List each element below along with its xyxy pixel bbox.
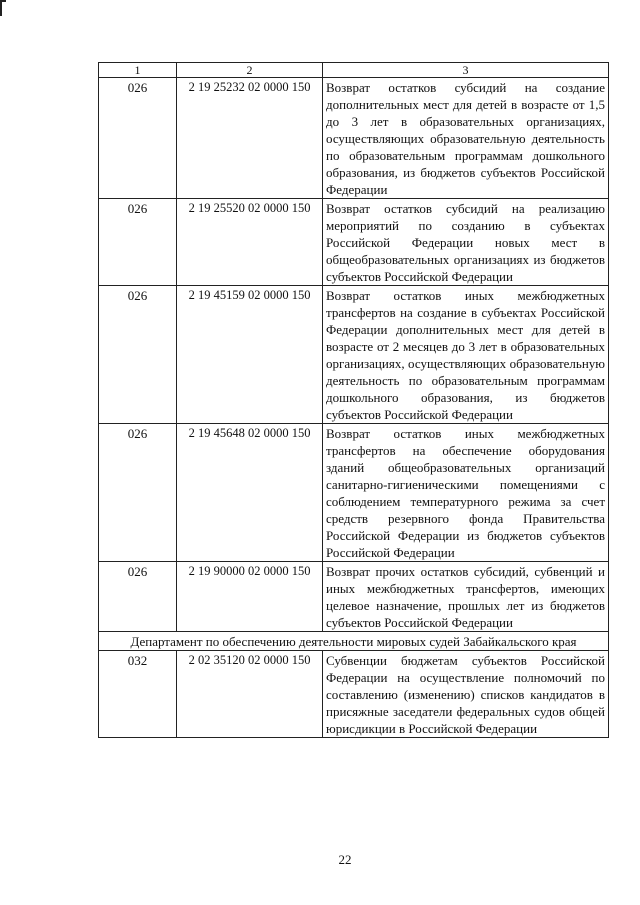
description-cell: Возврат остатков иных межбюджетных трансфертов на обеспечение оборудования зданий общеобразовательных организаций санитарно-гигиеническими помещениями с соблюдением температурного режима за счет средств резервного фонда Правительства Российской Федерации из бюджетов субъектов Российской Федерации <box>323 424 609 562</box>
scan-corner-mark <box>0 0 6 16</box>
column-header-2: 2 <box>177 63 323 78</box>
section-row <box>99 632 609 651</box>
budget-code-cell: 2 19 45648 02 0000 150 <box>177 424 323 562</box>
description-cell: Возврат остатков субсидий на реализацию мероприятий по созданию в субъектах Российской Федерации новых мест в общеобразовательных организациях из бюджетов субъектов Российской Федерации <box>323 199 609 286</box>
admin-code-cell: 026 <box>99 424 177 562</box>
admin-code-cell: 026 <box>99 78 177 199</box>
table-row <box>99 199 609 286</box>
description-cell: Возврат остатков субсидий на создание дополнительных мест для детей в возрасте от 1,5 до 3 лет в образовательных организациях, осуществляющих образовательную деятельность по образовательным программам дошкольного образования, из бюджетов субъектов Российской Федерации <box>323 78 609 199</box>
table-row <box>99 78 609 199</box>
column-header-1: 1 <box>99 63 177 78</box>
budget-codes-table <box>98 62 609 738</box>
admin-code-cell: 026 <box>99 286 177 424</box>
budget-code-cell: 2 02 35120 02 0000 150 <box>177 651 323 738</box>
admin-code-cell: 032 <box>99 651 177 738</box>
admin-code-cell: 026 <box>99 562 177 632</box>
table-row <box>99 651 609 738</box>
description-cell: Субвенции бюджетам субъектов Российской Федерации на осуществление полномочий по составлению (изменению) списков кандидатов в присяжные заседатели федеральных судов общей юрисдикции в Российской Федерации <box>323 651 609 738</box>
table-row <box>99 424 609 562</box>
budget-code-cell: 2 19 25520 02 0000 150 <box>177 199 323 286</box>
description-cell: Возврат остатков иных межбюджетных трансфертов на создание в субъектах Российской Федерации дополнительных мест для детей в возрасте от 2 месяцев до 3 лет в образовательных организациях, осуществляющих образовательную деятельность по образовательным программам дошкольного образования, из бюджетов субъектов Российской Федерации <box>323 286 609 424</box>
budget-code-cell: 2 19 45159 02 0000 150 <box>177 286 323 424</box>
table-row <box>99 286 609 424</box>
page-number: 22 <box>338 852 352 867</box>
section-heading: Департамент по обеспечению деятельности мировых судей Забайкальского края <box>99 632 609 651</box>
table-header-row <box>99 63 609 78</box>
admin-code-cell: 026 <box>99 199 177 286</box>
budget-code-cell: 2 19 90000 02 0000 150 <box>177 562 323 632</box>
column-header-3: 3 <box>323 63 609 78</box>
description-cell: Возврат прочих остатков субсидий, субвенций и иных межбюджетных трансфертов, имеющих целевое назначение, прошлых лет из бюджетов субъектов Российской Федерации <box>323 562 609 632</box>
budget-code-cell: 2 19 25232 02 0000 150 <box>177 78 323 199</box>
table-row <box>99 562 609 632</box>
